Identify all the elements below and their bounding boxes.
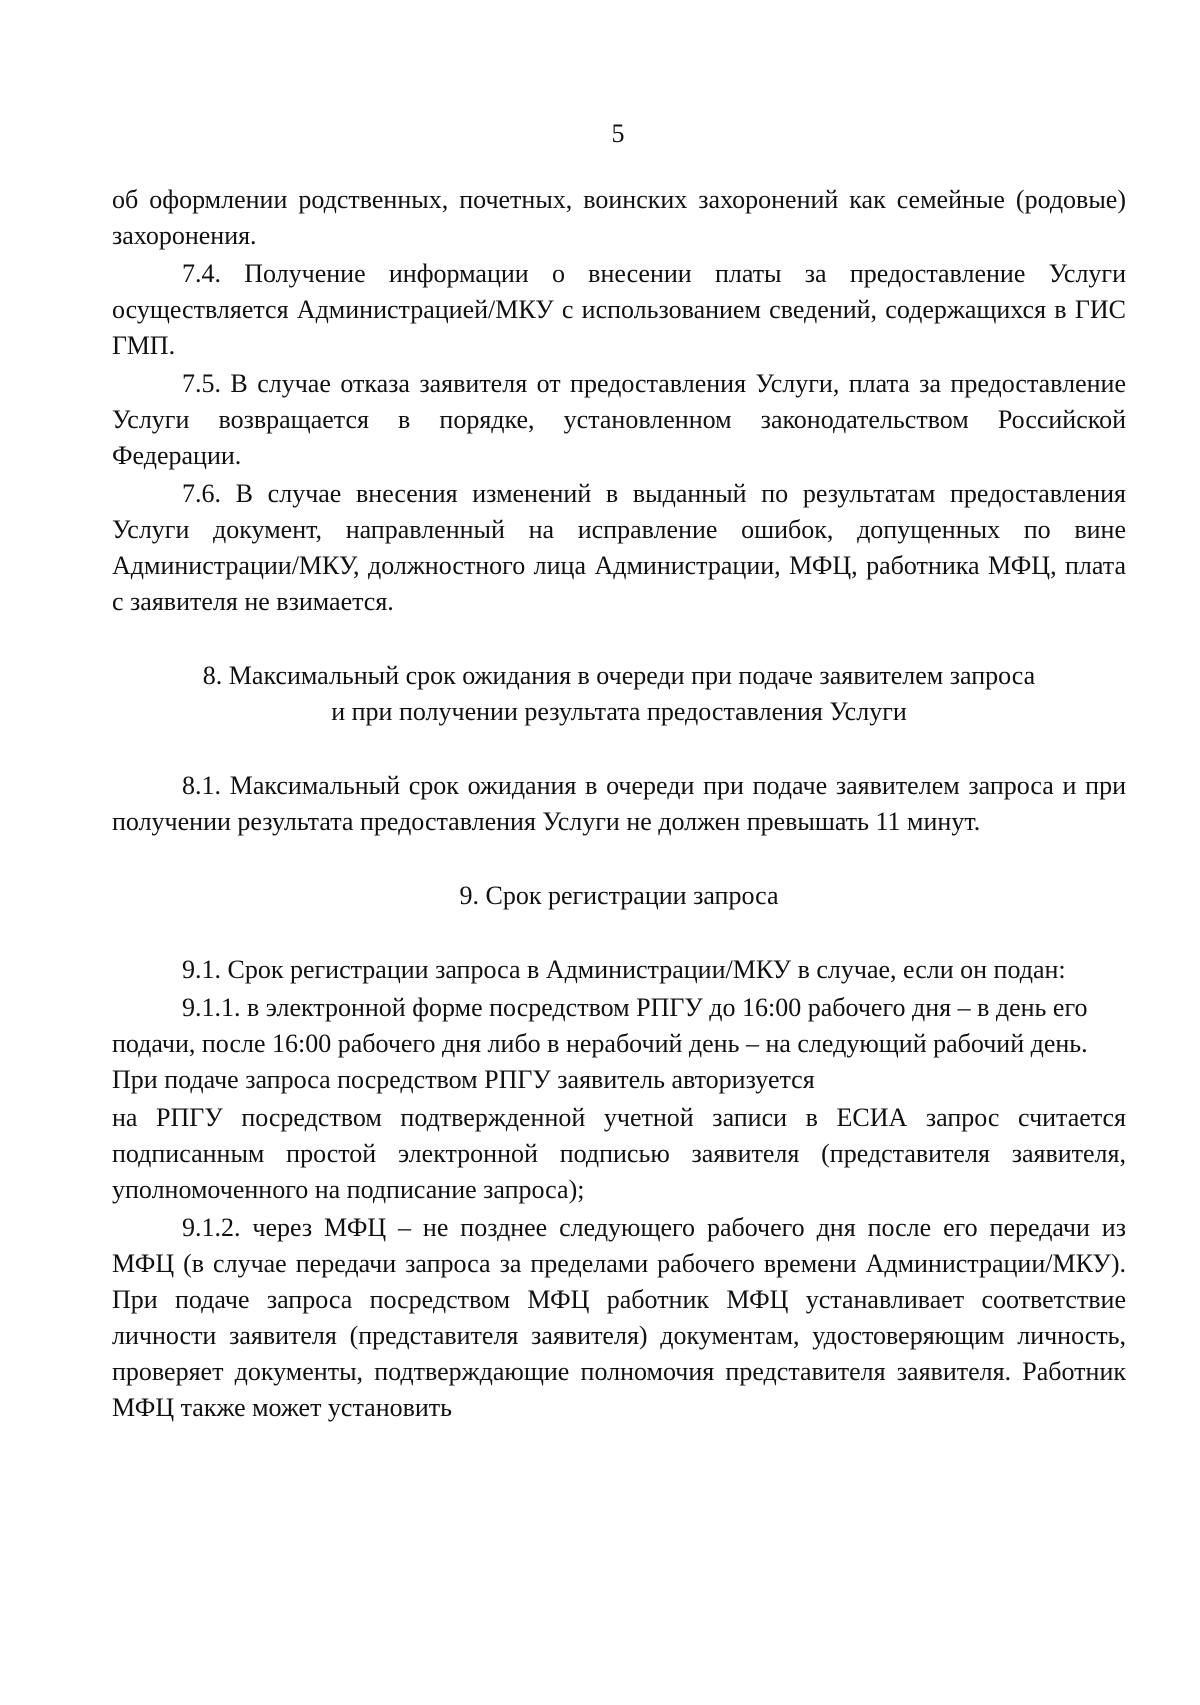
paragraph-7-5: 7.5. В случае отказа заявителя от предоставления Услуги, плата за предоставление Услуги возвращается в порядке, установленном законодательством Российской Федерации. (112, 369, 1126, 470)
section-heading-9 (112, 878, 1126, 914)
paragraph-continuation: об оформлении родственных, почетных, воинских захоронений как семейные (родовые) захоронения. (112, 185, 1126, 250)
paragraph-7-4: 7.4. Получение информации о внесении платы за предоставление Услуги осуществляется Администрацией/МКУ с использованием сведений, содержащихся в ГИС ГМП. (112, 259, 1126, 360)
section-heading-8-line-1: 8. Максимальный срок ожидания в очереди при подаче заявителем запроса (202, 661, 1036, 690)
paragraph-9-1-1-part-2: на РПГУ посредством подтвержденной учетной записи в ЕСИА запрос считается подписанным простой электронной подписью заявителя (представителя заявителя, уполномоченного на подписание запроса); (112, 1103, 1126, 1204)
section-heading-9-line-1: 9. Срок регистрации запроса (459, 881, 779, 910)
document-body (112, 182, 1126, 1426)
page-number: 5 (611, 119, 625, 148)
paragraph-7-6: 7.6. В случае внесения изменений в выданный по результатам предоставления Услуги документ, направленный на исправление ошибок, допущенных по вине Администрации/МКУ, должностного лица Администрации, МФЦ, работника МФЦ, плата с заявителя не взимается. (112, 479, 1126, 616)
paragraph-8-1: 8.1. Максимальный срок ожидания в очереди при подаче заявителем запроса и при получении результата предоставления Услуги не должен превышать 11 минут. (112, 771, 1126, 836)
paragraph-9-1-2: 9.1.2. через МФЦ – не позднее следующего рабочего дня после его передачи из МФЦ (в случае передачи запроса за пределами рабочего времени Администрации/МКУ). При подаче запроса посредством МФЦ работник МФЦ устанавливает соответствие личности заявителя (представителя заявителя) документам, удостоверяющим личность, проверяет документы, подтверждающие полномочия представителя заявителя. Работник МФЦ также может установить (112, 1213, 1126, 1422)
paragraph-9-1: 9.1. Срок регистрации запроса в Администрации/МКУ в случае, если он подан: (182, 955, 1066, 984)
section-heading-8-line-2: и при получении результата предоставления Услуги (331, 697, 907, 726)
section-heading-8 (112, 658, 1126, 730)
paragraph-9-1-1-part-1: 9.1.1. в электронной форме посредством РПГУ до 16:00 рабочего дня – в день его подачи, после 16:00 рабочего дня либо в нерабочий день – на следующий рабочий день. При подаче запроса посредством РПГУ заявитель авторизуется (112, 993, 1088, 1094)
